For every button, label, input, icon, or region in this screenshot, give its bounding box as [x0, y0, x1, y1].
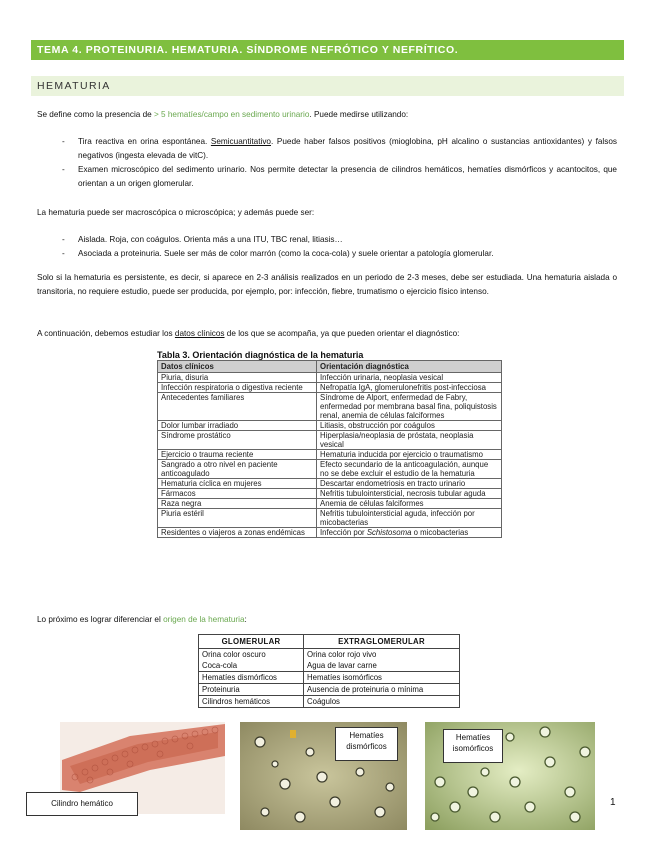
table-header-row [158, 361, 502, 373]
table-header-row [199, 635, 460, 649]
table-cell: Proteinuria [199, 684, 304, 696]
table-cell: Ausencia de proteinuria o mínima [304, 684, 460, 696]
table-row [158, 450, 502, 460]
table-row [158, 373, 502, 383]
table-row [158, 393, 502, 421]
method-text: Tira reactiva en orina espontánea. [78, 137, 211, 146]
table-cell: Ejercicio o trauma reciente [158, 450, 317, 460]
origin-text: Lo próximo es lograr diferenciar el [37, 615, 164, 624]
table-cell: Síndrome prostático [158, 431, 317, 450]
table-row [199, 696, 460, 708]
table-row [158, 421, 502, 431]
types-intro: La hematuria puede ser macroscópica o microscópica; y además puede ser: [37, 208, 315, 217]
list-item [62, 163, 617, 191]
clinical-underlined: datos clínicos [174, 329, 225, 338]
table3-title: Tabla 3. Orientación diagnóstica de la hematuria [157, 350, 364, 360]
table-row [199, 684, 460, 696]
table-cell: Cilindros hemáticos [199, 696, 304, 708]
table-cell: Antecedentes familiares [158, 393, 317, 421]
table-cell: Hematuria cíclica en mujeres [158, 479, 317, 489]
table-row [158, 509, 502, 528]
table-cell: Hematíes isomórficos [304, 672, 460, 684]
clinical-text-end: de los que se acompaña, ya que pueden orientar el diagnóstico: [224, 329, 460, 338]
table-cell: Nefritis tubulointersticial aguda, infección por micobacterias [317, 509, 502, 528]
table-cell [317, 528, 502, 538]
dysmorphic-label: Hematíes dismórficos [335, 727, 398, 761]
table-row [158, 528, 502, 538]
cast-label: Cilindro hemático [26, 792, 138, 816]
table-row [158, 383, 502, 393]
cell-text: Infección por [320, 528, 367, 537]
clinical-data-paragraph [37, 327, 617, 341]
table-cell: Fármacos [158, 489, 317, 499]
table-cell: Nefritis tubulointersticial, necrosis tubular aguda [317, 489, 502, 499]
definition-paragraph [37, 108, 617, 122]
definition-text-end: . Puede medirse utilizando: [309, 110, 409, 119]
measurement-methods-list [62, 135, 617, 191]
list-item [62, 135, 617, 163]
table-cell: Piuria estéril [158, 509, 317, 528]
clinical-text: A continuación, debemos estudiar los [37, 329, 175, 338]
list-item: - Aislada. Roja, con coágulos. Orienta más a una ITU, TBC renal, litiasis… [62, 233, 617, 247]
table-cell: Dolor lumbar irradiado [158, 421, 317, 431]
isomorphic-label: Hematíes isomórficos [443, 729, 503, 763]
method-text: Examen microscópico del sedimento urinario. Nos permite detectar la presencia de cilindros hemáticos, hematíes dismórficos y acantocitos, que orientan a un origen glomerular. [78, 165, 617, 188]
table-cell: Hematuria inducida por ejercicio o traumatismo [317, 450, 502, 460]
definition-text: Se define como la presencia de [37, 110, 154, 119]
chapter-title: TEMA 4. PROTEINURIA. HEMATURIA. SÍNDROME NEFRÓTICO Y NEFRÍTICO. [31, 40, 624, 60]
table-header: Datos clínicos [158, 361, 317, 373]
table-cell: Coágulos [304, 696, 460, 708]
diagnostic-orientation-table [157, 360, 502, 538]
table-cell: Efecto secundario de la anticoagulación, aunque no se debe excluir el estudio de la hematuria [317, 460, 502, 479]
table-cell: Síndrome de Alport, enfermedad de Fabry, enfermedad por membrana basal fina, poliquistosis renal, anemia de células falciformes [317, 393, 502, 421]
origin-highlight: origen de la hematuria [163, 615, 245, 624]
table-row [199, 649, 460, 672]
table-row [158, 499, 502, 509]
table-cell: Litiasis, obstrucción por coágulos [317, 421, 502, 431]
section-title: HEMATURIA [31, 76, 624, 96]
persistence-paragraph: Solo si la hematuria es persistente, es decir, si aparece en 2-3 análisis realizados en un periodo de 2-3 meses, debe ser estudiada. Una hematuria aislada o transitoria, no requiere estudio, puede ser producida, por ejemplo, por: infección, fiebre, trumatismo o ejercicio físico intenso. [37, 273, 617, 296]
table-cell: Descartar endometriosis en tracto urinario [317, 479, 502, 489]
table-cell: Sangrado a otro nivel en paciente anticoagulado [158, 460, 317, 479]
cell-italic: Schistosoma [366, 528, 412, 537]
list-item: - Asociada a proteinuria. Suele ser más de color marrón (como la coca-cola) y suele orientar a patología glomerular. [62, 247, 617, 261]
definition-highlight: > 5 hematíes/campo en sedimento urinario [153, 110, 310, 119]
cell-text-end: o micobacterias [411, 528, 469, 537]
origin-text-end: : [244, 615, 247, 624]
table-cell: Orina color oscuro Coca-cola [199, 649, 304, 672]
table-cell: Piuria, disuria [158, 373, 317, 383]
table-cell: Infección respiratoria o digestiva reciente [158, 383, 317, 393]
table-row [158, 479, 502, 489]
table-cell: Residentes o viajeros a zonas endémicas [158, 528, 317, 538]
table-cell: Raza negra [158, 499, 317, 509]
hematuria-types-list [62, 233, 617, 261]
table-cell: Hiperplasia/neoplasia de próstata, neoplasia vesical [317, 431, 502, 450]
table-cell: Nefropatía IgA, glomerulonefritis post-infecciosa [317, 383, 502, 393]
table-row [199, 672, 460, 684]
origin-paragraph [37, 613, 617, 627]
table-cell: Hematíes dismórficos [199, 672, 304, 684]
method-text-end: . Puede haber falsos positivos (mioglobina, pH alcalino o sustancias antioxidantes) y falsos negativos (ingesta elevada de vitC). [78, 137, 617, 160]
table-row [158, 489, 502, 499]
method-underlined: Semicuantitativo [210, 137, 271, 146]
table-row [158, 460, 502, 479]
table-cell: Anemia de células falciformes [317, 499, 502, 509]
table-header: EXTRAGLOMERULAR [304, 635, 460, 649]
table-row [158, 431, 502, 450]
origin-comparison-table [198, 634, 460, 708]
page-number: 1 [610, 797, 616, 808]
table-header: Orientación diagnóstica [317, 361, 502, 373]
table-cell: Orina color rojo vivo Agua de lavar carne [304, 649, 460, 672]
table-cell: Infección urinaria, neoplasia vesical [317, 373, 502, 383]
table-header: GLOMERULAR [199, 635, 304, 649]
